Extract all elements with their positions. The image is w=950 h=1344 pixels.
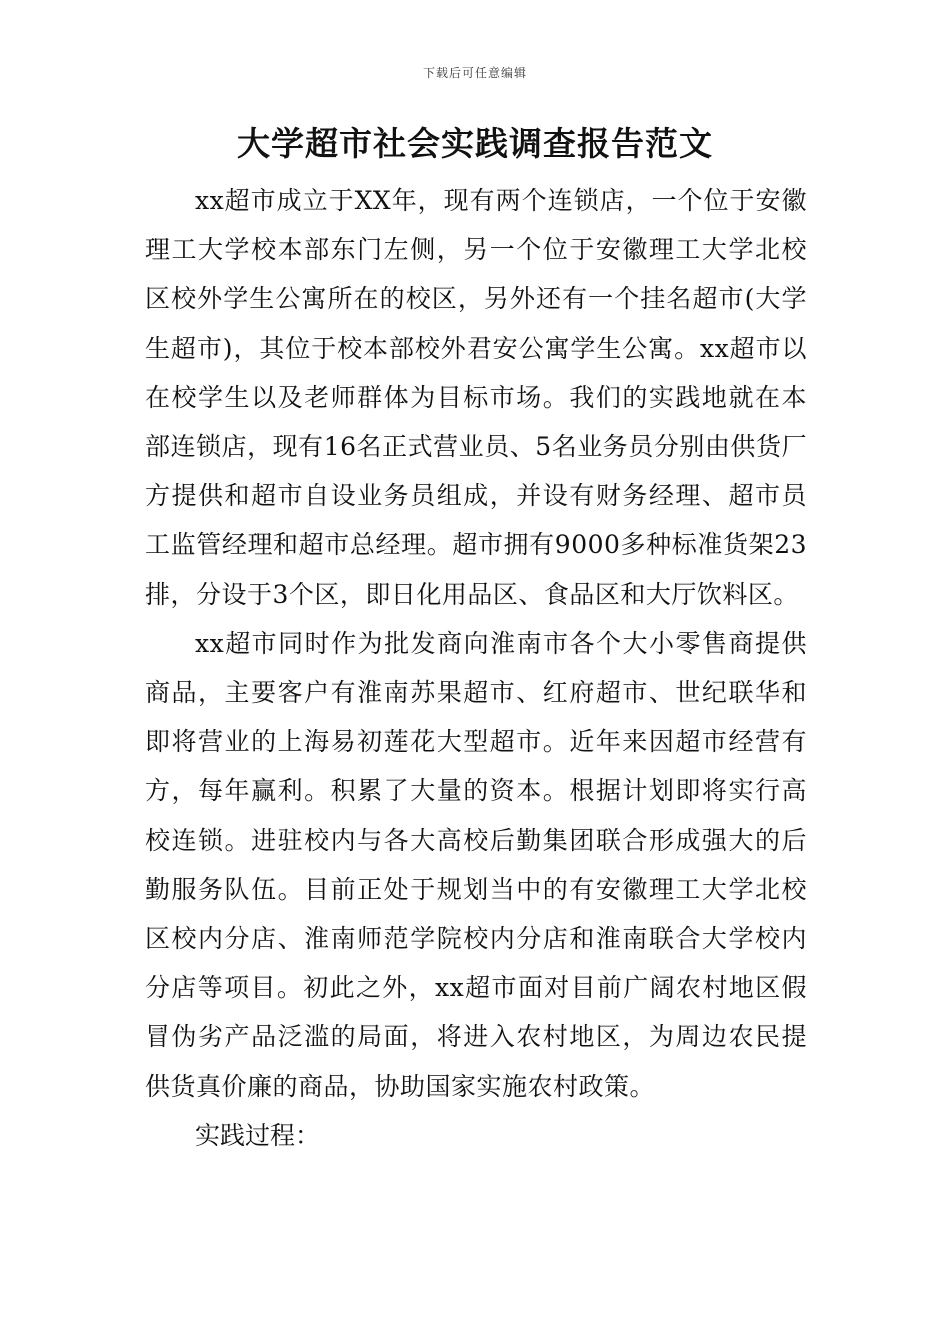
paragraph-1: xx超市成立于XX年，现有两个连锁店，一个位于安徽理工大学校本部东门左侧，另一个位于安徽理工大学北校区校外学生公寓所在的校区，另外还有一个挂名超市(大学生超市)，其位于校本部校外君安公寓学生公寓。xx超市以在校学生以及老师群体为目标市场。我们的实践地就在本部连锁店，现有16名正式营业员、5名业务员分别由供货厂方提供和超市自设业务员组成，并设有财务经理、超市员工监管经理和超市总经理。超市拥有9000多种标准货架23排，分设于3个区，即日化用品区、食品区和大厅饮料区。 (145, 186, 807, 609)
document-body (145, 176, 807, 1160)
document-title: 大学超市社会实践调查报告范文 (237, 124, 713, 163)
header-note: 下载后可任意编辑 (422, 66, 527, 80)
section-label: 实践过程： (195, 1120, 321, 1150)
paragraph-2: xx超市同时作为批发商向淮南市各个大小零售商提供商品，主要客户有淮南苏果超市、红府超市、世纪联华和即将营业的上海易初莲花大型超市。近年来因超市经营有方，每年赢利。积累了大量的资本。根据计划即将实行高校连锁。进驻校内与各大高校后勤集团联合形成强大的后勤服务队伍。目前正处于规划当中的有安徽理工大学北校区校内分店、淮南师范学院校内分店和淮南联合大学校内分店等项目。初此之外，xx超市面对目前广阔农村地区假冒伪劣产品泛滥的局面，将进入农村地区，为周边农民提供货真价廉的商品，协助国家实施农村政策。 (145, 628, 807, 1101)
